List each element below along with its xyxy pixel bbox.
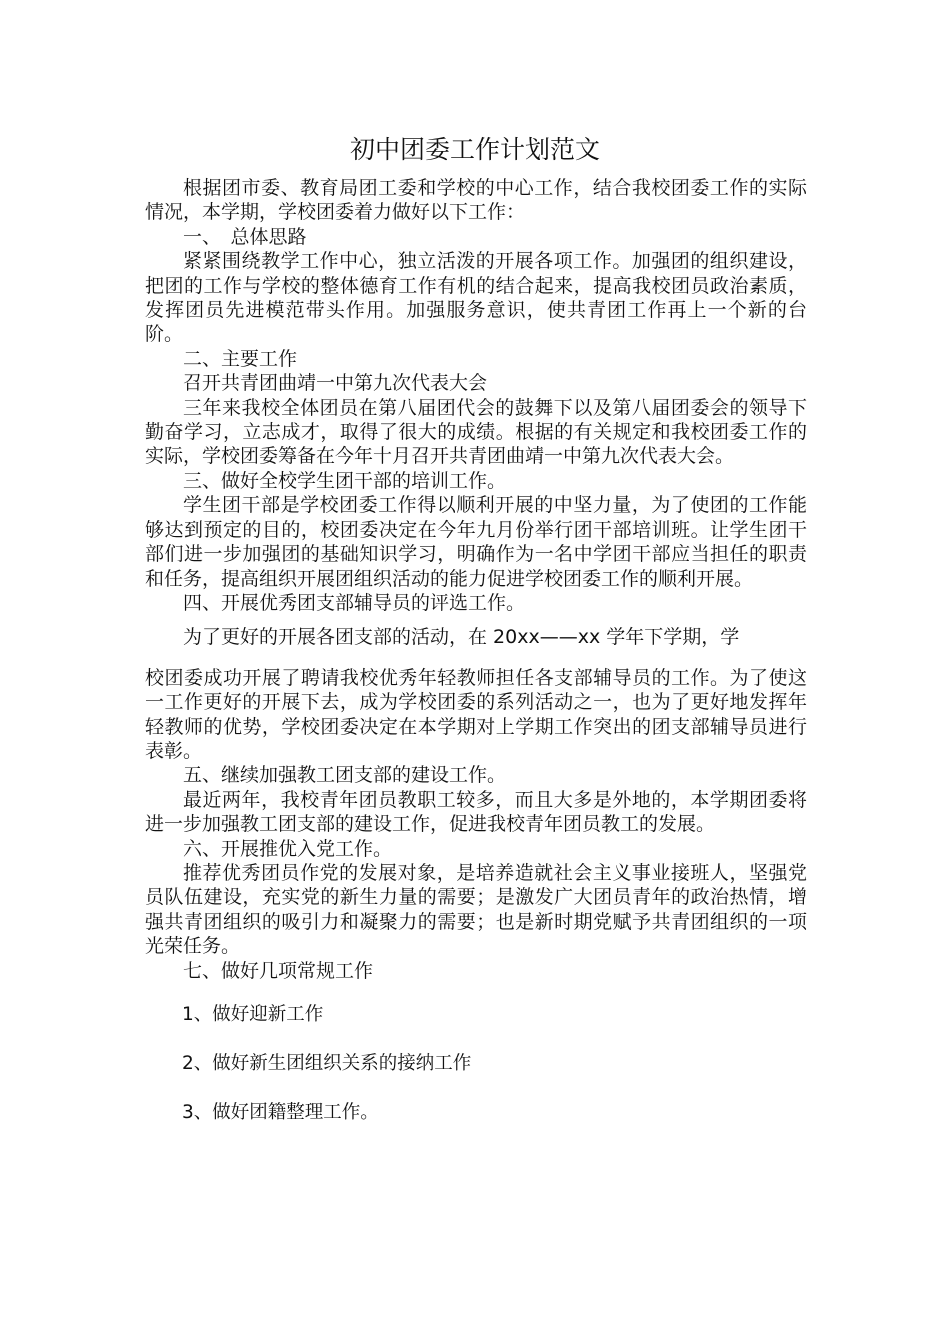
document-title: 初中团委工作计划范文 — [349, 135, 600, 164]
paragraph-intro: 根据团市委、教育局团工委和学校的中心工作，结合我校团委工作的实际情况，本学期，学校团委着力做好以下工作： — [145, 177, 807, 224]
paragraph-staff-branch: 最近两年，我校青年团员教职工较多，而且大多是外地的，本学期团委将进一步加强教工团支部的建设工作，促进我校青年团员教工的发展。 — [145, 788, 807, 836]
paragraph-overall-approach: 紧紧围绕教学工作中心，独立活泼的开展各项工作。加强团的组织建设，把团的工作与学校的整体德育工作有机的结合起来，提高我校团员政治素质，发挥团员先进模范带头作用。加强服务意识，使共青团工作再上一个新的台阶。 — [145, 250, 807, 346]
school-year-value: 20xx——xx — [493, 626, 601, 649]
heading-main-work: 二、主要工作 — [183, 347, 298, 370]
heading-routine-work: 七、做好几项常规工作 — [183, 959, 374, 982]
paragraph-party-recommendation: 推荐优秀团员作党的发展对象，是培养造就社会主义事业接班人，坚强党员队伍建设，充实党的新生力量的需要；是激发广大团员青年的政治热情，增强共青团组织的吸引力和凝聚力的需要；也是新时期党赋予共青团组织的一项光荣任务。 — [145, 861, 807, 958]
subheading-congress: 召开共青团曲靖一中第九次代表大会 — [183, 372, 488, 395]
heading-overall-approach: 一、 总体思路 — [183, 225, 307, 248]
list-item-relation-transfer: 2、做好新生团组织关系的接纳工作 — [182, 1053, 472, 1074]
heading-staff-branch: 五、继续加强教工团支部的建设工作。 — [183, 764, 507, 787]
list-item-membership-records: 3、做好团籍整理工作。 — [182, 1102, 379, 1123]
paragraph-counselor-continued: 校团委成功开展了聘请我校优秀年轻教师担任各支部辅导员的工作。为了使这一工作更好的开展下去，成为学校团委的系列活动之一，也为了更好地发挥年轻教师的优势，学校团委决定在本学期对上学期工作突出的团支部辅导员进行表彰。 — [145, 666, 807, 762]
heading-counselor-selection: 四、开展优秀团支部辅导员的评选工作。 — [183, 591, 526, 614]
document-body — [145, 176, 807, 1125]
year-line-after: 学年下学期，学 — [600, 626, 740, 649]
paragraph-cadre-training: 学生团干部是学校团委工作得以顺利开展的中坚力量，为了使团的工作能够达到预定的目的，校团委决定在今年九月份举行团干部培训班。让学生团干部们进一步加强团的基础知识学习，明确作为一名中学团干部应当担任的职责和任务，提高组织开展团组织活动的能力促进学校团委工作的顺利开展。 — [145, 494, 807, 590]
paragraph-counselor-year-line — [145, 625, 807, 649]
heading-cadre-training: 三、做好全校学生团干部的培训工作。 — [183, 469, 507, 492]
paragraph-congress: 三年来我校全体团员在第八届团代会的鼓舞下以及第八届团委会的领导下勤奋学习，立志成才，取得了很大的成绩。根据的有关规定和我校团委工作的实际，学校团委筹备在今年十月召开共青团曲靖一中第九次代表大会。 — [145, 396, 807, 468]
year-line-before: 为了更好的开展各团支部的活动，在 — [183, 626, 494, 649]
list-item-welcome-new: 1、做好迎新工作 — [182, 1004, 324, 1025]
heading-party-recommendation: 六、开展推优入党工作。 — [183, 837, 393, 860]
